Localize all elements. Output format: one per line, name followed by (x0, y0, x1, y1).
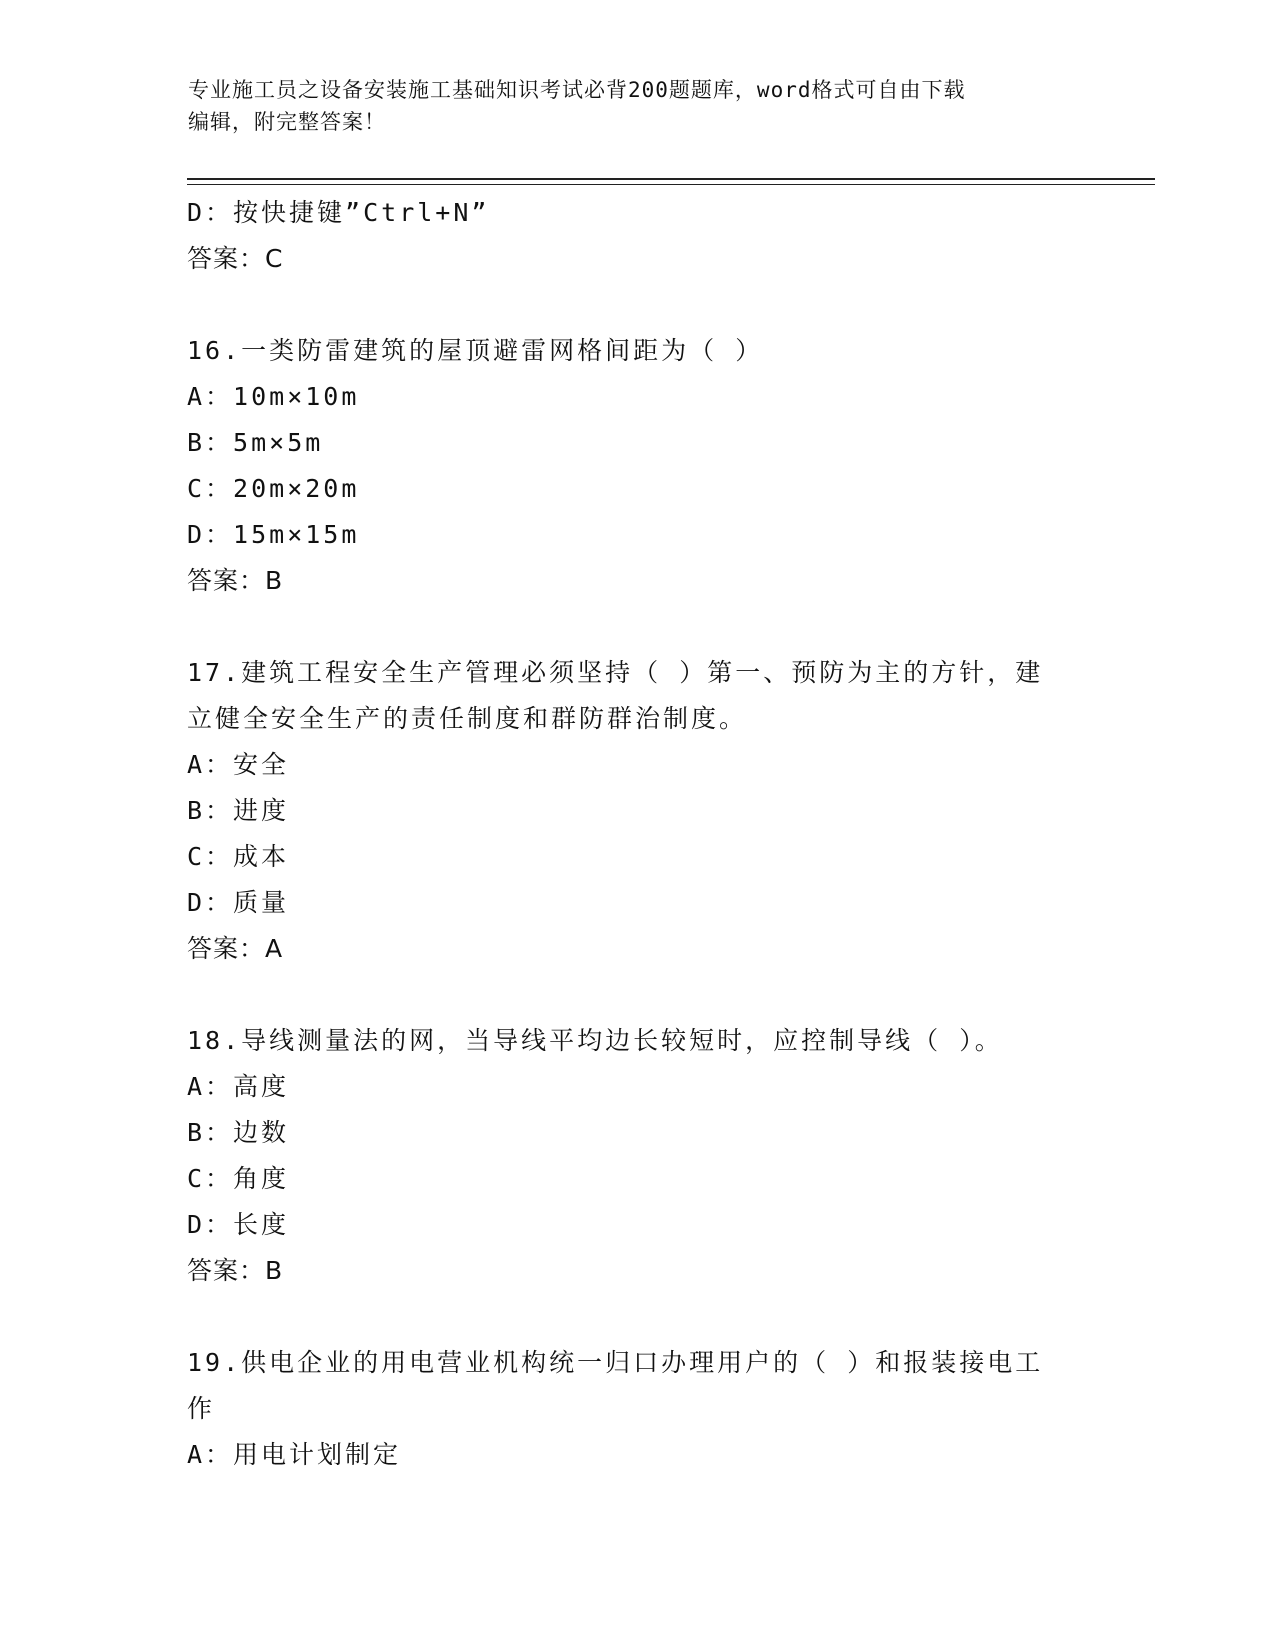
spacer (187, 1294, 1087, 1340)
spacer (187, 604, 1087, 650)
question-18 (187, 1018, 1087, 1294)
question-list (187, 190, 1087, 1478)
spacer (187, 972, 1087, 1018)
option-c: C：20m×20m (187, 474, 360, 503)
option-a: A：高度 (187, 1072, 290, 1101)
header-title-line-1: 专业施工员之设备安装施工基础知识考试必背200题题库，word格式可自由下载 (188, 78, 966, 102)
answer-line: 答案：B (187, 566, 284, 595)
question-stem-line-1: 19.供电企业的用电营业机构统一归口办理用户的（ ）和报装接电工 (187, 1348, 1044, 1377)
header-divider-thick (187, 178, 1155, 180)
option-c: C：成本 (187, 842, 290, 871)
question-stem-line-2: 作 (187, 1394, 216, 1423)
option-d: D：按快捷键”Ctrl+N” (187, 198, 490, 227)
header-divider-thin (187, 184, 1155, 185)
option-d: D：15m×15m (187, 520, 360, 549)
question-stem: 18.导线测量法的网，当导线平均边长较短时，应控制导线（ ）。 (187, 1026, 1003, 1055)
answer-line: 答案：A (187, 934, 284, 963)
option-d: D：质量 (187, 888, 290, 917)
answer-line: 答案：C (187, 244, 284, 273)
option-d: D：长度 (187, 1210, 290, 1239)
question-19 (187, 1340, 1087, 1478)
option-c: C：角度 (187, 1164, 290, 1193)
question-15 (187, 190, 1087, 282)
question-stem: 16.一类防雷建筑的屋顶避雷网格间距为（ ） (187, 336, 764, 365)
option-a: A：安全 (187, 750, 290, 779)
question-stem-line-1: 17.建筑工程安全生产管理必须坚持（ ）第一、预防为主的方针，建 (187, 658, 1044, 687)
option-b: B：进度 (187, 796, 290, 825)
option-b: B：5m×5m (187, 428, 324, 457)
answer-line: 答案：B (187, 1256, 284, 1285)
document-header (188, 74, 1068, 138)
option-a: A：10m×10m (187, 382, 360, 411)
spacer (187, 282, 1087, 328)
option-b: B：边数 (187, 1118, 290, 1147)
question-17 (187, 650, 1087, 972)
question-16 (187, 328, 1087, 604)
question-stem-line-2: 立健全安全生产的责任制度和群防群治制度。 (187, 704, 748, 733)
option-a: A：用电计划制定 (187, 1440, 402, 1469)
header-title-line-2: 编辑，附完整答案！ (188, 110, 386, 134)
